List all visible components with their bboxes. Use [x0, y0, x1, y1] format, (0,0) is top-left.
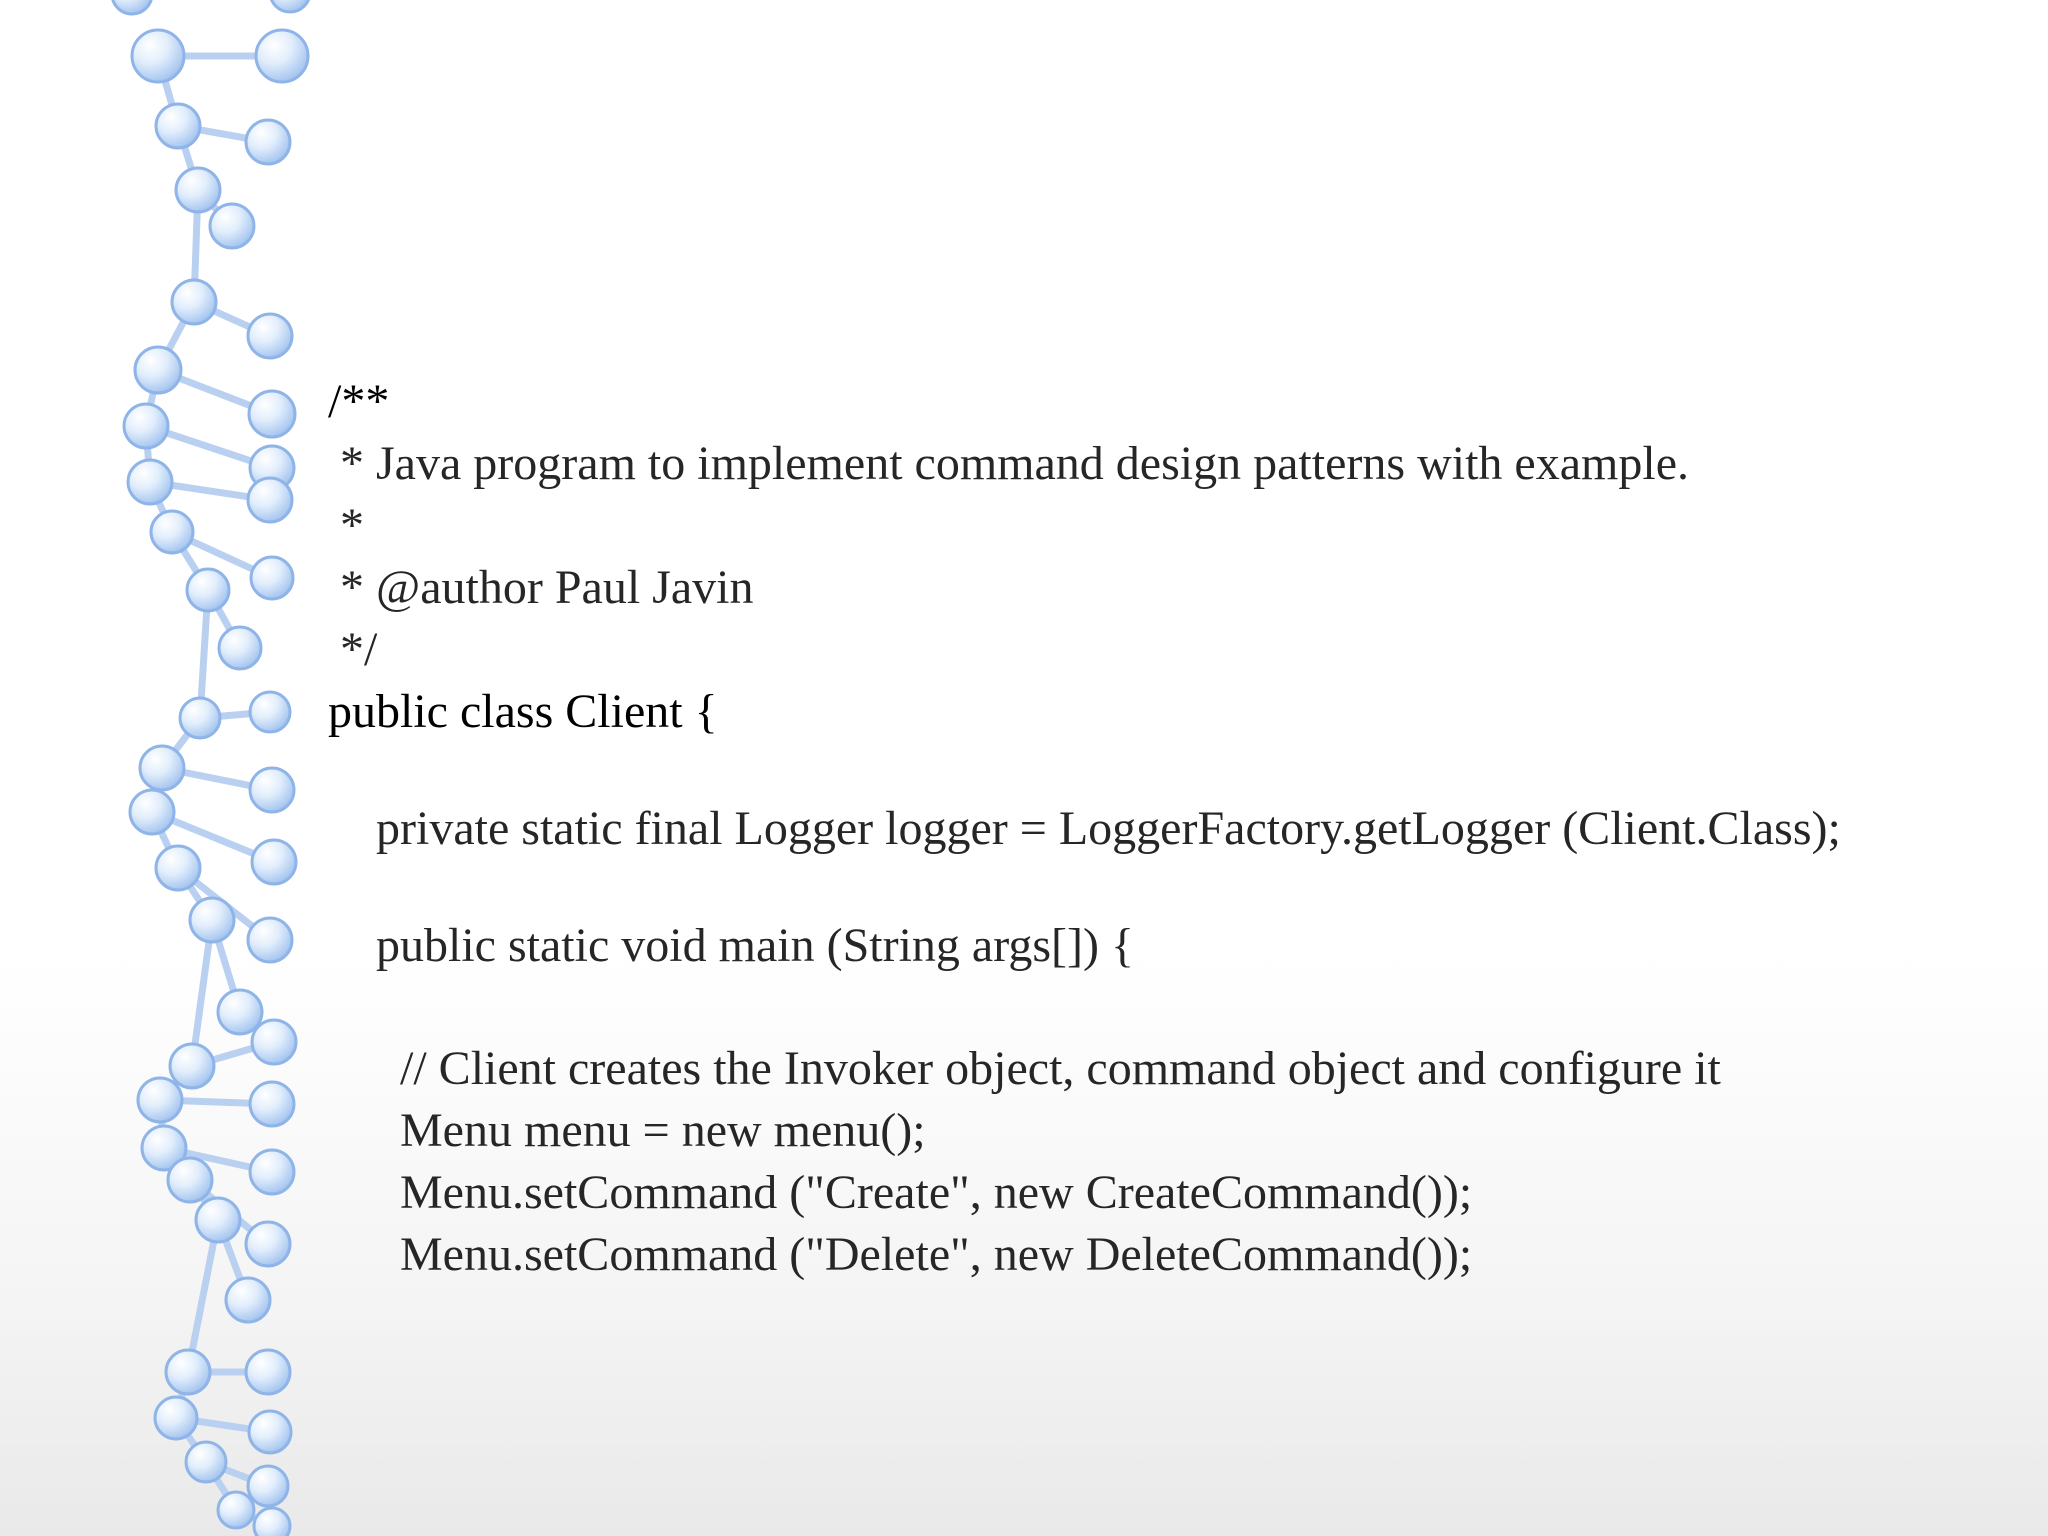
- helix-sphere: [246, 120, 290, 164]
- helix-sphere: [250, 692, 290, 732]
- helix-sphere: [135, 347, 181, 393]
- helix-sphere: [248, 1466, 288, 1506]
- helix-sphere: [249, 1411, 291, 1453]
- helix-sphere: [124, 404, 168, 448]
- code-line-author: * @author Paul Javin: [328, 561, 754, 614]
- helix-sphere: [252, 1020, 296, 1064]
- helix-sphere: [246, 1222, 290, 1266]
- helix-sphere: [138, 1078, 182, 1122]
- helix-sphere: [190, 898, 234, 942]
- helix-sphere: [186, 1442, 226, 1482]
- helix-sphere: [140, 746, 184, 790]
- helix-sphere: [248, 478, 292, 522]
- helix-sphere: [187, 569, 229, 611]
- code-line-comment-open: /**: [328, 375, 390, 428]
- code-line-comment-close: */: [328, 623, 378, 676]
- helix-sphere: [248, 314, 292, 358]
- helix-sphere: [270, 0, 310, 12]
- helix-sphere: [219, 627, 261, 669]
- helix-sphere: [249, 391, 295, 437]
- helix-sphere: [218, 1492, 254, 1528]
- code-line-main-method: public static void main (String args[]) {: [328, 919, 1135, 972]
- helix-sphere: [176, 168, 220, 212]
- helix-sphere: [151, 511, 193, 553]
- code-line-comment-star: *: [328, 499, 364, 552]
- helix-sphere: [155, 1397, 197, 1439]
- code-line-client-comment: // Client creates the Invoker object, command object and configure it: [328, 1042, 1721, 1095]
- helix-sphere: [254, 1508, 290, 1536]
- helix-sphere: [180, 698, 220, 738]
- dna-helix-icon: [0, 0, 340, 1536]
- helix-sphere: [172, 280, 216, 324]
- helix-sphere: [250, 1082, 294, 1126]
- code-line-description: * Java program to implement command design patterns with example.: [328, 437, 1689, 490]
- helix-sphere: [252, 840, 296, 884]
- helix-sphere: [218, 990, 262, 1034]
- helix-sphere: [251, 557, 293, 599]
- helix-sphere: [226, 1278, 270, 1322]
- helix-sphere: [156, 104, 200, 148]
- code-block: [328, 0, 2028, 1536]
- helix-sphere: [168, 1158, 212, 1202]
- helix-sphere: [130, 790, 174, 834]
- helix-sphere: [196, 1198, 240, 1242]
- helix-sphere: [166, 1350, 210, 1394]
- code-line-set-delete: Menu.setCommand ("Delete", new DeleteCommand());: [328, 1228, 1473, 1281]
- helix-sphere: [246, 1350, 290, 1394]
- helix-sphere: [112, 0, 152, 14]
- helix-sphere: [250, 1150, 294, 1194]
- code-line-class-declaration: public class Client {: [328, 685, 718, 738]
- helix-sphere: [250, 768, 294, 812]
- helix-sphere: [156, 846, 200, 890]
- code-line-menu-new: Menu menu = new menu();: [328, 1104, 926, 1157]
- helix-sphere: [128, 460, 172, 504]
- code-line-set-create: Menu.setCommand ("Create", new CreateCommand());: [328, 1166, 1473, 1219]
- helix-sphere: [170, 1044, 214, 1088]
- helix-sphere: [132, 30, 184, 82]
- helix-sphere: [210, 204, 254, 248]
- helix-sphere: [248, 918, 292, 962]
- helix-sphere: [256, 30, 308, 82]
- code-line-logger: private static final Logger logger = LoggerFactory.getLogger (Client.Class);: [328, 802, 1841, 855]
